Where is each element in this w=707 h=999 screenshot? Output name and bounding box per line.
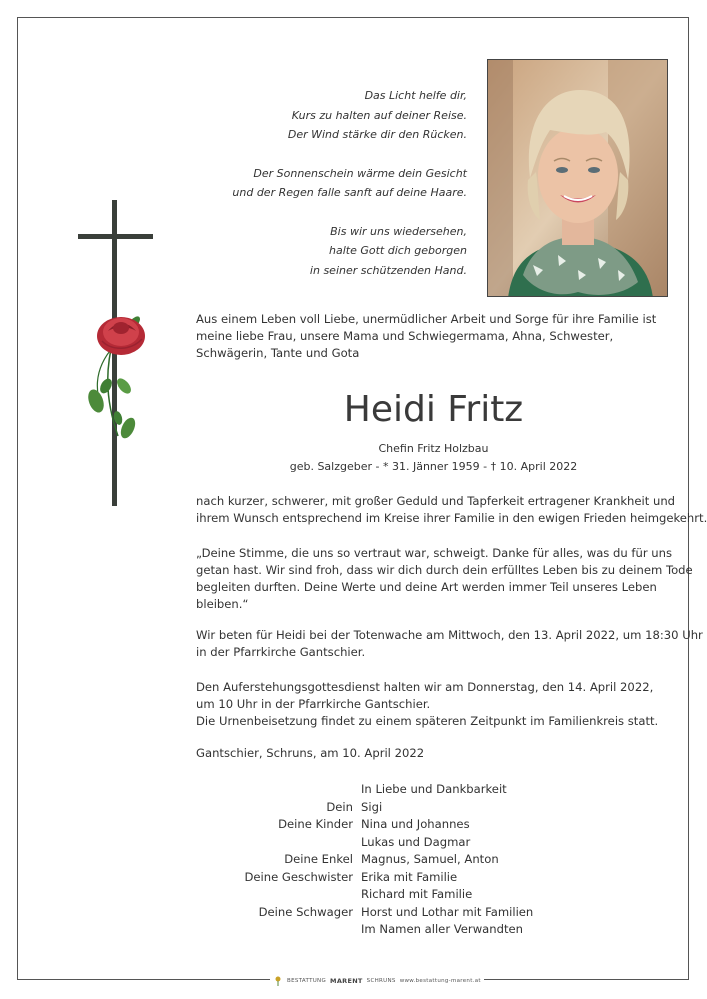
poem-line: Das Licht helfe dir, [364, 89, 467, 102]
mourner-label [196, 886, 361, 904]
mourner-row [196, 886, 676, 904]
mourner-names: Im Namen aller Verwandten [361, 922, 524, 936]
text-line: „Deine Stimme, die uns so vertraut war, schweigt. Danke für alles, was du für uns [196, 546, 673, 560]
poem-stanza [190, 222, 467, 281]
text-line: ihrem Wunsch entsprechend im Kreise ihrer Familie in den ewigen Frieden heimgekehrt. [196, 511, 707, 525]
poem-stanza [190, 164, 467, 203]
quote-paragraph [196, 545, 693, 613]
footer-url[interactable]: www.bestattung-marent.at [399, 978, 481, 984]
text-line: Wir beten für Heidi bei der Totenwache am Mittwoch, den 13. April 2022, um 18:30 Uhr [196, 628, 703, 642]
mourner-row [196, 816, 676, 834]
mourner-row [196, 904, 676, 922]
mourner-names: Lukas und Dagmar [361, 834, 471, 849]
mourner-label [196, 781, 361, 799]
mourner-names: Erika mit Familie [361, 869, 458, 884]
text-line: um 10 Uhr in der Pfarrkirche Gantschier. [196, 697, 431, 711]
text-line: Gantschier, Schruns, am 10. April 2022 [196, 746, 425, 760]
poem-stanza [190, 86, 467, 145]
cross-with-rose-icon [76, 196, 158, 508]
footer-town: SCHRUNS [366, 978, 396, 984]
mourner-row [196, 781, 676, 799]
poem-line: in seiner schützenden Hand. [309, 263, 467, 277]
footer-brand: MARENT [330, 977, 363, 985]
mourner-label: Deine Enkel [284, 852, 353, 866]
funeral-home-footer [270, 974, 484, 988]
text-line: Die Urnenbeisetzung findet zu einem späteren Zeitpunkt im Familienkreis statt. [196, 714, 659, 728]
flower-logo-icon [273, 976, 283, 986]
mourner-names: Horst und Lothar mit Familien [361, 904, 534, 919]
text-line: bleiben.“ [196, 597, 249, 611]
place-date [196, 745, 676, 762]
passing-paragraph [196, 493, 707, 527]
mourner-label [196, 921, 361, 939]
mourner-names: Richard mit Familie [361, 887, 473, 901]
text-line: Den Auferstehungsgottesdienst halten wir am Donnerstag, den 14. April 2022, [196, 680, 654, 694]
text-line: getan hast. Wir sind froh, dass wir dich durch dein erfülltes Leben bis zu deinem Tode [196, 563, 693, 577]
mourner-row [196, 799, 676, 817]
poem-line: Der Sonnenschein wärme dein Gesicht [253, 166, 467, 180]
service-paragraph [196, 679, 676, 730]
mourner-names: Magnus, Samuel, Anton [361, 852, 499, 866]
text-line: begleiten durften. Deine Werte und deine Art werden immer Teil unseres Leben [196, 580, 657, 594]
poem-line: Der Wind stärke dir den Rücken. [287, 128, 467, 141]
mourner-names: Nina und Johannes [361, 817, 470, 831]
mourner-names: In Liebe und Dankbarkeit [361, 782, 507, 796]
mourner-row [196, 834, 676, 852]
mourners-list [196, 781, 676, 939]
mourner-label [196, 834, 361, 852]
mourner-row [196, 869, 676, 887]
occupation: Chefin Fritz Holzbau [378, 442, 489, 455]
poem [190, 86, 467, 299]
poem-line: Bis wir uns wiedersehen, [330, 224, 467, 238]
mourner-names: Sigi [361, 799, 383, 814]
mourner-label: Deine Kinder [278, 817, 353, 831]
deceased-name: Heidi Fritz [343, 389, 524, 430]
life-dates: geb. Salzgeber - * 31. Jänner 1959 - † 10. April 2022 [289, 460, 578, 473]
portrait-photo [487, 59, 668, 297]
text-line: in der Pfarrkirche Gantschier. [196, 645, 366, 659]
poem-line: Kurs zu halten auf deiner Reise. [291, 108, 467, 122]
mourner-label: Dein [326, 799, 353, 814]
mourner-label: Deine Schwager [258, 904, 353, 919]
poem-line: halte Gott dich geborgen [329, 244, 467, 257]
mourner-label: Deine Geschwister [244, 869, 353, 884]
poem-line: und der Regen falle sanft auf deine Haare. [232, 186, 467, 199]
footer-prefix: BESTATTUNG [287, 978, 327, 984]
text-line: nach kurzer, schwerer, mit großer Geduld und Tapferkeit ertragener Krankheit und [196, 494, 676, 508]
intro-paragraph: Aus einem Leben voll Liebe, unermüdlicher Arbeit und Sorge für ihre Familie ist meine liebe Frau, unsere Mama und Schwiegermama, Ahna, Schwester, Schwägerin, Tante und Gota [196, 312, 657, 360]
mourner-row [196, 921, 676, 939]
wake-paragraph [196, 627, 703, 661]
mourner-row [196, 851, 676, 869]
